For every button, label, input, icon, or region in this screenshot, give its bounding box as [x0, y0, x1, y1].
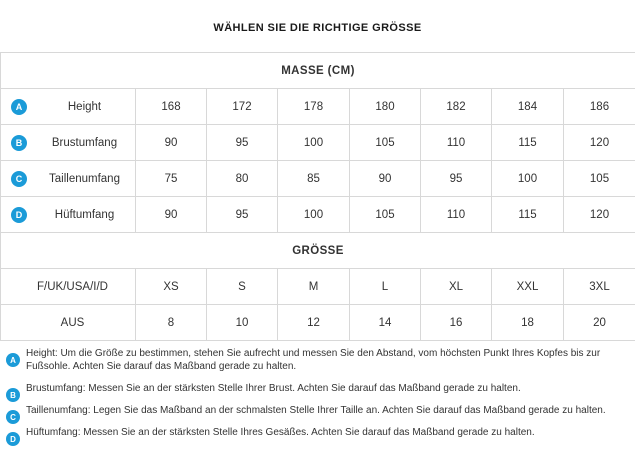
note-item	[0, 426, 635, 444]
row-label-text: Height	[67, 100, 102, 113]
cell-value: 120	[564, 125, 635, 161]
table-row	[1, 161, 635, 197]
cell-value: 16	[421, 305, 492, 341]
cell-value: 90	[136, 197, 207, 233]
badge-a-icon: A	[11, 99, 27, 115]
table-row	[1, 305, 635, 341]
cell-value: 100	[492, 161, 564, 197]
note-text: Brustumfang: Messen Sie an der stärksten Stelle Ihrer Brust. Achten Sie darauf das Maßband gerade zu halten.	[26, 383, 521, 394]
measurement-notes	[0, 341, 635, 444]
badge-b-icon: B	[11, 135, 27, 151]
cell-value: 120	[564, 197, 635, 233]
table-row	[1, 89, 635, 125]
cell-value: XL	[421, 269, 492, 305]
cell-value: 85	[278, 161, 350, 197]
row-label-brustumfang	[1, 125, 136, 161]
section-header-row-size	[1, 233, 635, 269]
row-label-text: Hüftumfang	[54, 208, 115, 221]
cell-value: 172	[207, 89, 278, 125]
badge-b-icon: B	[6, 388, 20, 402]
cell-value: 10	[207, 305, 278, 341]
page-title: WÄHLEN SIE DIE RICHTIGE GRÖSSE	[213, 22, 422, 34]
cell-value: 182	[421, 89, 492, 125]
cell-value: M	[278, 269, 350, 305]
table-row	[1, 125, 635, 161]
cell-value: 12	[278, 305, 350, 341]
cell-value: 14	[350, 305, 421, 341]
size-chart-table	[0, 52, 635, 341]
cell-value: 186	[564, 89, 635, 125]
cell-value: 8	[136, 305, 207, 341]
cell-value: 110	[421, 125, 492, 161]
row-label-international	[1, 269, 136, 305]
table-row	[1, 269, 635, 305]
row-label-text: AUS	[60, 316, 85, 329]
measures-section-header: MASSE (CM)	[1, 53, 635, 89]
table-row	[1, 197, 635, 233]
cell-value: XXL	[492, 269, 564, 305]
cell-value: S	[207, 269, 278, 305]
cell-value: 3XL	[564, 269, 635, 305]
section-header-row-measures	[1, 53, 635, 89]
row-label-text: Taillenumfang	[49, 172, 120, 185]
cell-value: 105	[564, 161, 635, 197]
cell-value: 95	[421, 161, 492, 197]
row-label-taillenumfang	[1, 161, 136, 197]
cell-value: 95	[207, 197, 278, 233]
note-item	[0, 382, 635, 400]
cell-value: 95	[207, 125, 278, 161]
cell-value: 90	[350, 161, 421, 197]
row-label-text: Brustumfang	[51, 136, 118, 149]
cell-value: 75	[136, 161, 207, 197]
cell-value: XS	[136, 269, 207, 305]
note-text: Height: Um die Größe zu bestimmen, stehen Sie aufrecht und messen Sie den Abstand, vom höchsten Punkt Ihres Kopfes bis zur Fußsohle. Achten Sie darauf das Maßband gerade zu halten.	[26, 348, 601, 372]
note-text: Taillenumfang: Legen Sie das Maßband an der schmalsten Stelle Ihrer Taille an. Achten Sie darauf das Maßband gerade zu halten.	[26, 405, 606, 416]
note-item	[0, 347, 635, 373]
cell-value: 180	[350, 89, 421, 125]
cell-value: 100	[278, 197, 350, 233]
badge-d-icon: D	[6, 432, 20, 446]
cell-value: 110	[421, 197, 492, 233]
cell-value: 184	[492, 89, 564, 125]
row-label-aus	[1, 305, 136, 341]
cell-value: 100	[278, 125, 350, 161]
badge-c-icon: C	[11, 171, 27, 187]
badge-a-icon: A	[6, 353, 20, 367]
cell-value: 105	[350, 197, 421, 233]
row-label-height	[1, 89, 136, 125]
cell-value: L	[350, 269, 421, 305]
badge-c-icon: C	[6, 410, 20, 424]
cell-value: 18	[492, 305, 564, 341]
cell-value: 80	[207, 161, 278, 197]
cell-value: 115	[492, 125, 564, 161]
cell-value: 105	[350, 125, 421, 161]
note-item	[0, 404, 635, 422]
cell-value: 20	[564, 305, 635, 341]
row-label-hueftumfang	[1, 197, 136, 233]
row-label-text: F/UK/USA/I/D	[37, 280, 108, 293]
badge-d-icon: D	[11, 207, 27, 223]
cell-value: 168	[136, 89, 207, 125]
note-text: Hüftumfang: Messen Sie an der stärksten Stelle Ihres Gesäßes. Achten Sie darauf das Maßband gerade zu halten.	[26, 427, 535, 438]
size-section-header: GRÖSSE	[1, 233, 635, 269]
cell-value: 90	[136, 125, 207, 161]
cell-value: 115	[492, 197, 564, 233]
cell-value: 178	[278, 89, 350, 125]
